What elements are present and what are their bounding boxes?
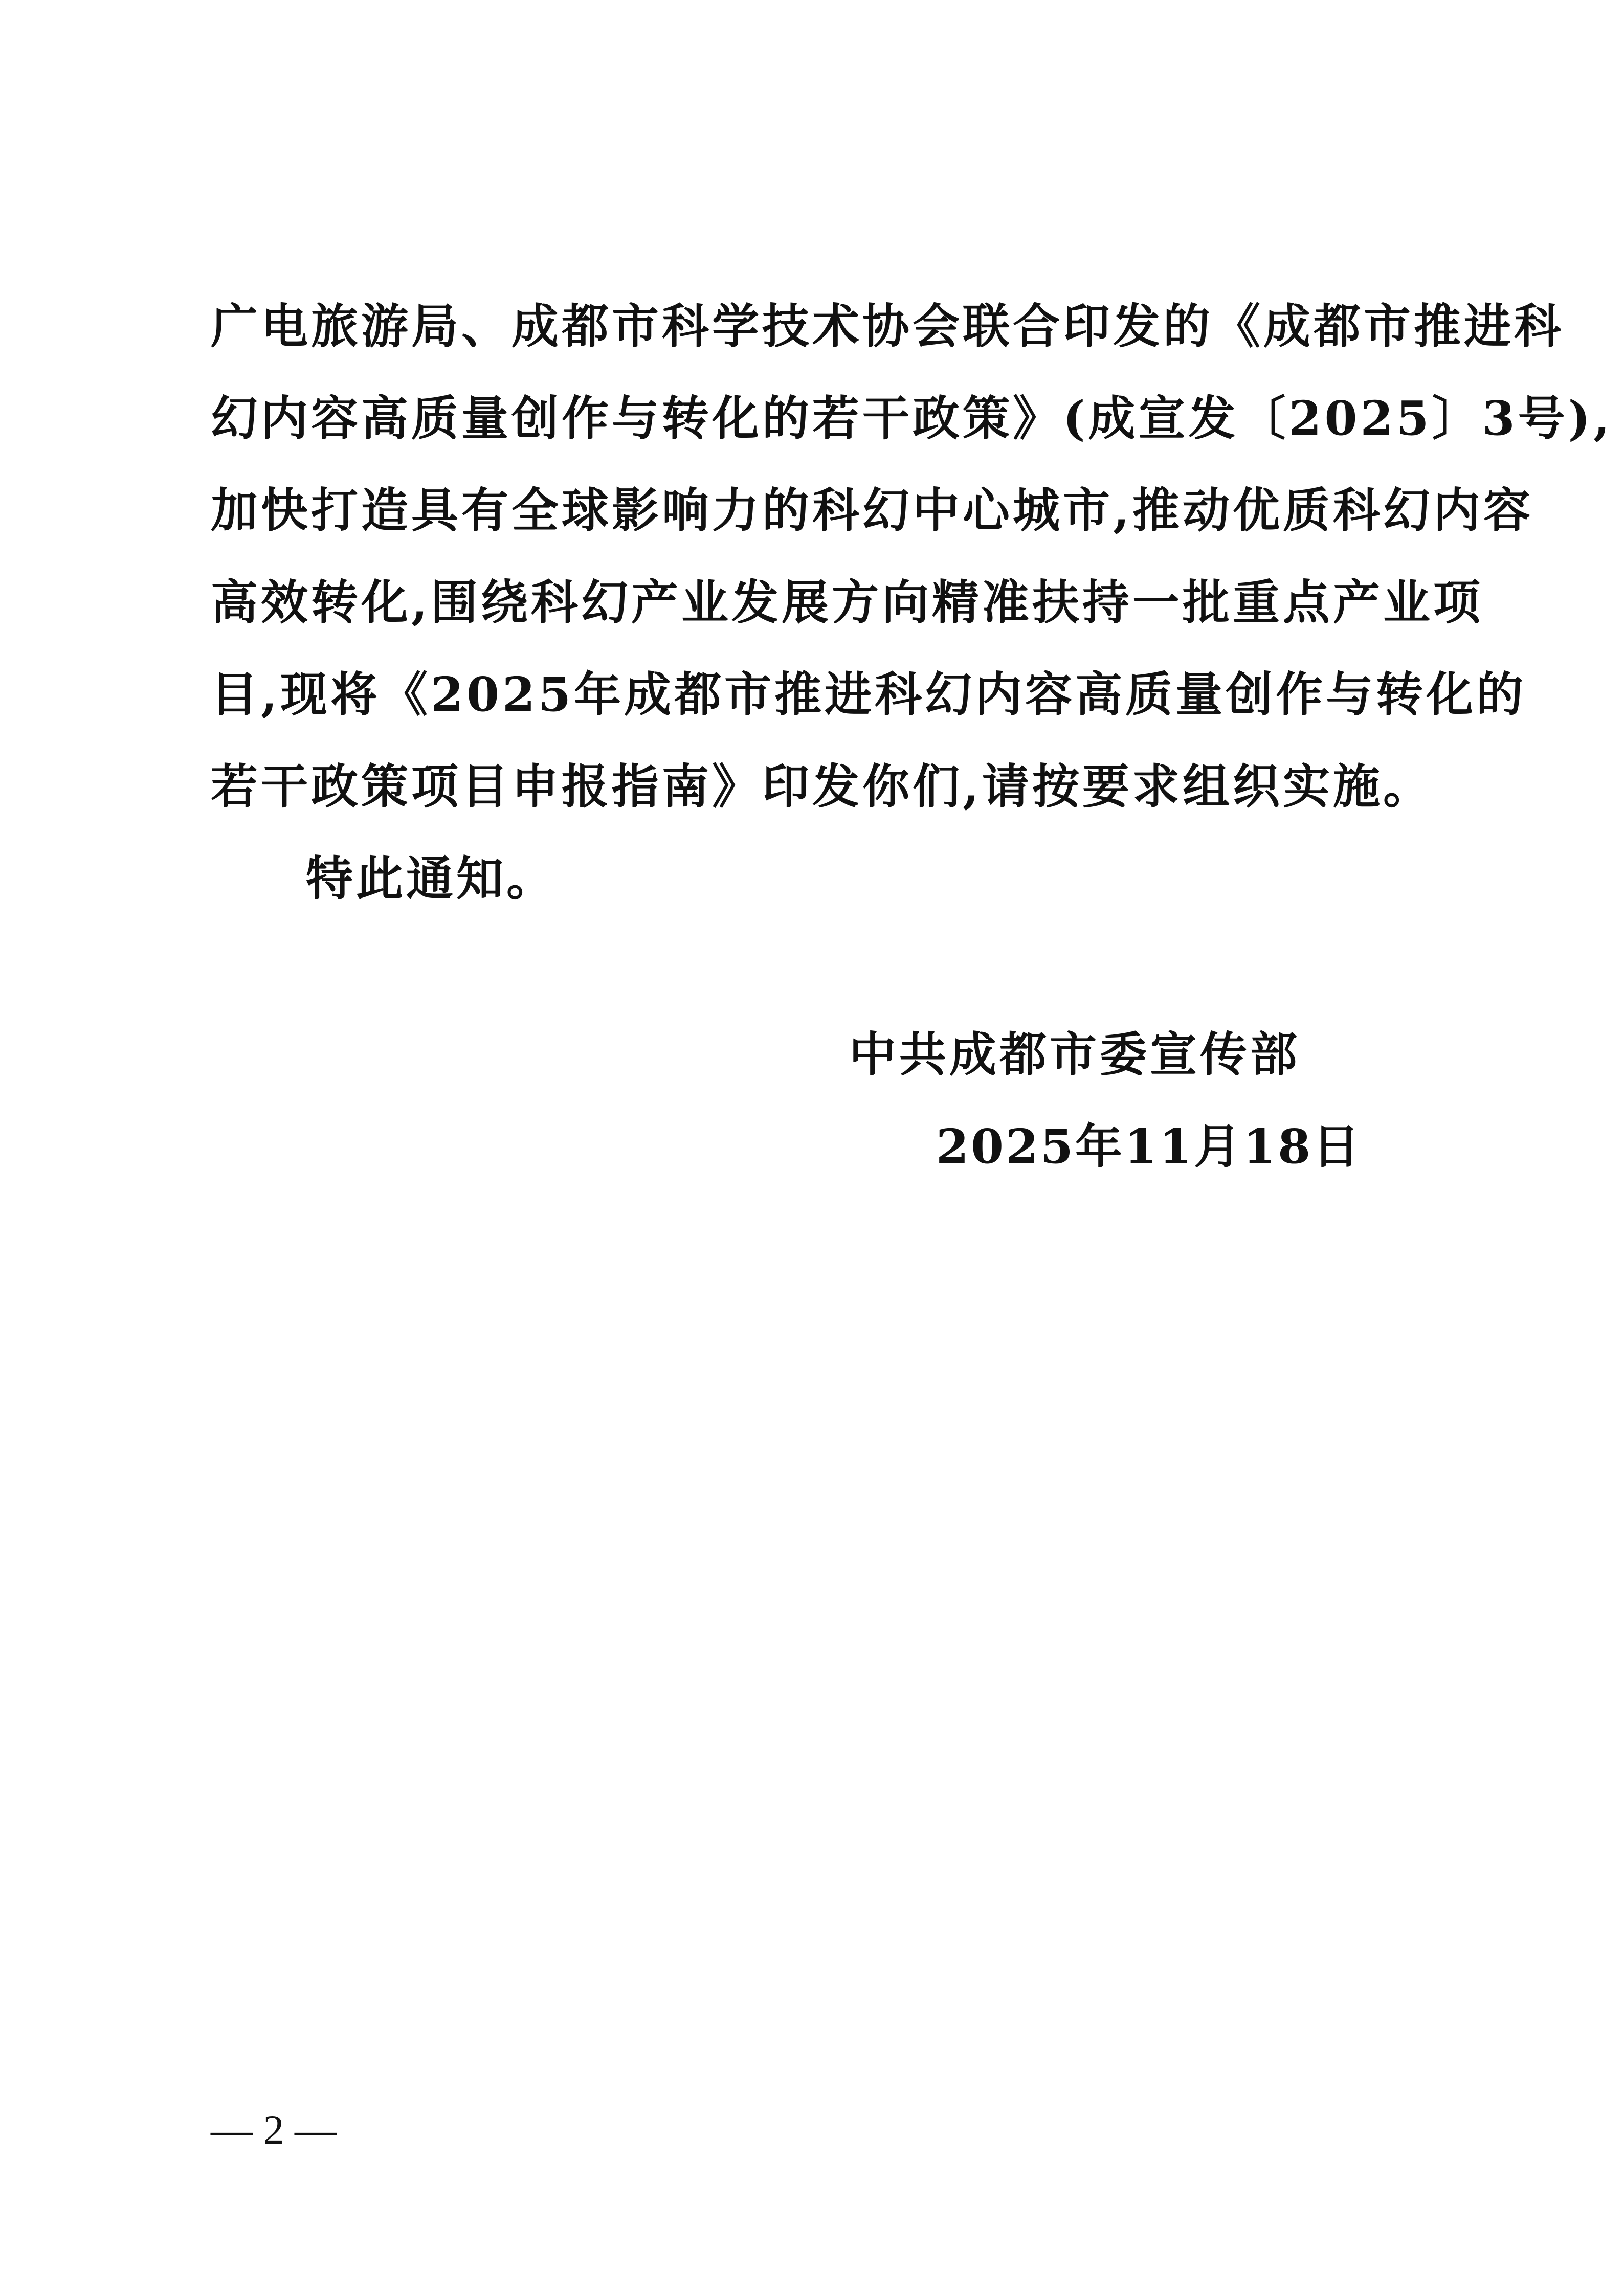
page-number: — 2 —	[211, 2106, 337, 2153]
signature-block	[849, 1008, 1412, 1192]
body-line: 若干政策项目申报指南》印发你们,请按要求组织实施。	[211, 759, 1434, 814]
body-line: 目,现将《2025年成都市推进科幻内容高质量创作与转化的	[211, 667, 1527, 722]
body-line: 加快打造具有全球影响力的科幻中心城市,推动优质科幻内容	[211, 483, 1534, 538]
closing-phrase: 特此通知。	[306, 851, 557, 906]
notice-body	[211, 280, 1613, 925]
body-line: 广电旅游局、成都市科学技术协会联合印发的《成都市推进科	[211, 299, 1565, 354]
issuing-organization: 中共成都市委宣传部	[849, 1027, 1301, 1082]
body-line: 幻内容高质量创作与转化的若干政策》(成宣发〔2025〕3号),	[211, 391, 1613, 446]
issue-date: 2025年11月18日	[936, 1119, 1362, 1174]
body-line: 高效转化,围绕科幻产业发展方向精准扶持一批重点产业项	[211, 575, 1484, 630]
